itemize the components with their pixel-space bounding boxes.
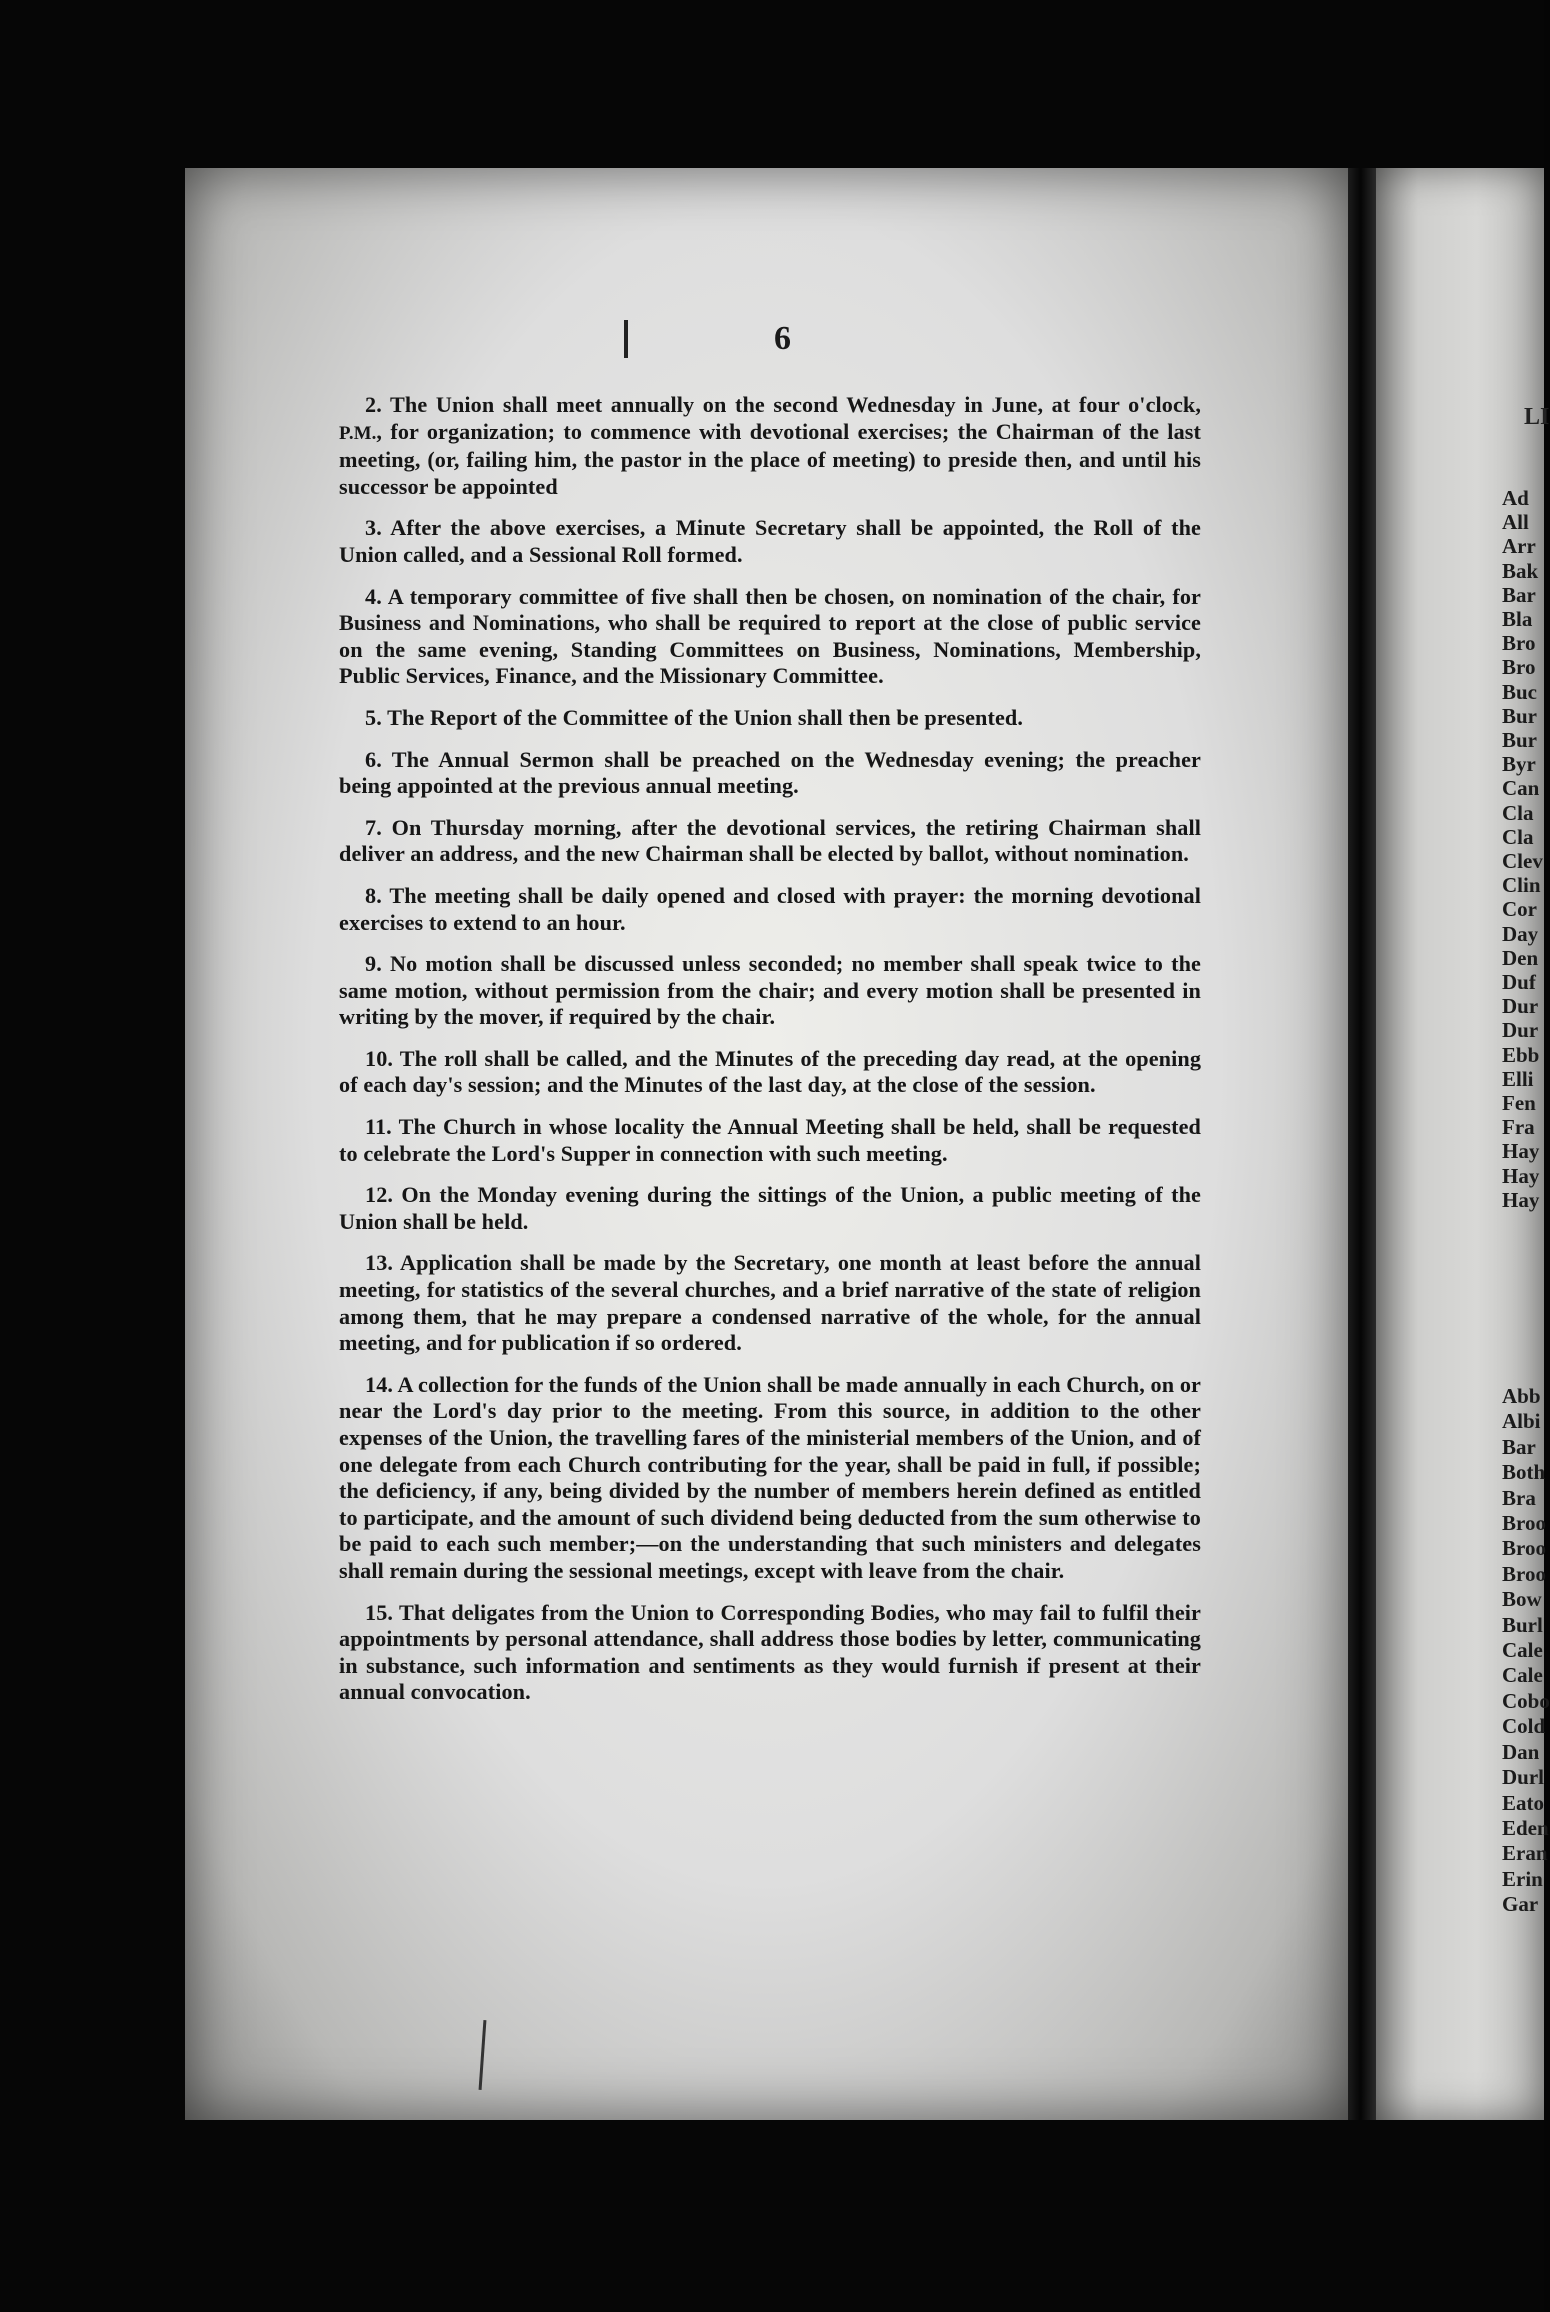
rule-number: 14. [365, 1371, 394, 1397]
right-page-entry: Bro [1502, 631, 1536, 656]
right-page-entry: Cor [1502, 897, 1537, 922]
rule-7 [339, 815, 1201, 868]
right-page-entry: Hay [1502, 1139, 1540, 1164]
rule-11 [339, 1114, 1201, 1167]
right-page-entry: Fen [1502, 1091, 1536, 1116]
rule-text: No motion shall be discussed unless seconded; no member shall speak twice to the same motion, without permission from the chair; and every motion shall be presented in writing by the mover, if required by the chair. [339, 951, 1201, 1030]
rule-number: 12. [365, 1182, 394, 1208]
rule-3 [339, 515, 1201, 568]
rule-text: The Annual Sermon shall be preached on the Wednesday evening; the preacher being appointed at the previous annual meeting. [339, 746, 1201, 799]
rule-number: 15. [365, 1599, 394, 1625]
page-gutter [1348, 168, 1376, 2120]
rule-number: 8. [365, 882, 382, 908]
right-page-entry: Gar [1502, 1892, 1539, 1917]
rule-number: 11. [365, 1114, 392, 1140]
right-page-entry: Elli [1502, 1066, 1534, 1091]
rule-text: The Church in whose locality the Annual Meeting shall be held, shall be requested to celebrate the Lord's Supper in connection with such meeting. [339, 1114, 1201, 1166]
rule-text: Application shall be made by the Secretary, one month at least before the annual meeting, for statistics of the several churches, and a brief narrative of the state of religion among them, that he may prepare a condensed narrative of the whole, for the annual meeting, and for publication if so ordered. [339, 1250, 1201, 1356]
rule-text: , for organization; to commence with devotional exercises; the Chairman of the last meeting, (or, failing him, the pastor in the place of meeting) to preside then, and until his successor be appointed [339, 418, 1201, 499]
rule-6 [339, 747, 1201, 800]
rules-list [339, 392, 1201, 1721]
right-page-entry: Broo [1502, 1536, 1546, 1561]
right-page-entry: Clev [1502, 849, 1543, 874]
right-page-entry: Albi [1502, 1409, 1541, 1434]
rule-13 [339, 1250, 1201, 1356]
rule-2 [339, 392, 1201, 500]
right-page-entry: Ad [1502, 486, 1529, 510]
right-page-entry: Day [1502, 921, 1539, 946]
rule-4 [339, 584, 1201, 690]
right-page [1376, 168, 1550, 2120]
right-page-entry: Both [1502, 1460, 1546, 1485]
right-page-entry: Burl [1502, 1612, 1543, 1637]
right-page-entry: Eran [1502, 1841, 1548, 1866]
right-page-entry: Cale [1502, 1638, 1543, 1663]
right-page-entry: All [1502, 510, 1529, 535]
right-page-entry: Cla [1502, 800, 1534, 825]
right-page-entry: Byr [1502, 752, 1536, 777]
rule-10 [339, 1046, 1201, 1099]
right-page-entry: Cale [1502, 1663, 1543, 1688]
right-page-entry: Den [1502, 945, 1539, 970]
rule-14 [339, 1372, 1201, 1585]
right-page-entry: Bar [1502, 1434, 1536, 1459]
rule-number: 4. [365, 583, 382, 609]
right-page-entry: Bla [1502, 607, 1533, 632]
right-page-list-a [1502, 486, 1543, 1212]
rule-15 [339, 1600, 1201, 1706]
right-page-entry: Fra [1502, 1115, 1535, 1140]
rule-5 [339, 705, 1201, 732]
right-page-list-b [1502, 1384, 1550, 1918]
rule-number: 5. [365, 704, 382, 730]
rule-text: The Union shall meet annually on the second Wednesday in June, at four o'clock, [390, 392, 1202, 417]
right-page-entry: Broo [1502, 1561, 1546, 1586]
rule-text: A temporary committee of five shall then be chosen, on nomination of the chair, for Business and Nominations, who shall be required to report at the close of public service on the same evening, Standing Committees on Business, Nominations, Membership, Public Services, Finance, and the Missionary Committee. [339, 583, 1201, 689]
rule-text: That deligates from the Union to Corresponding Bodies, who may fail to fulfil their appointments by personal attendance, shall address those bodies by letter, communicating in substance, such information and sentiments as they would furnish if present at their annual convocation. [339, 1599, 1201, 1705]
right-page-entry: Buc [1502, 679, 1538, 704]
right-page-entry: Erin [1502, 1866, 1543, 1891]
right-page-entry: Eden [1502, 1815, 1549, 1840]
right-page-entry: Dur [1502, 1018, 1539, 1043]
rule-number: 3. [365, 515, 382, 541]
right-page-entry: Dur [1502, 994, 1539, 1019]
right-page-entry: Arr [1502, 534, 1536, 559]
right-page-entry: Hay [1502, 1187, 1540, 1212]
rule-number: 10. [365, 1045, 394, 1071]
rule-text: The roll shall be called, and the Minutes of the preceding day read, at the opening of each day's session; and the Minutes of the last day, at the close of the session. [339, 1045, 1202, 1098]
right-page-entry: Bow [1502, 1587, 1542, 1612]
rule-12 [339, 1182, 1201, 1235]
rule-text: The Report of the Committee of the Union shall then be presented. [387, 704, 1024, 730]
right-page-entry: Clin [1502, 873, 1541, 898]
right-page-entry: Cla [1502, 824, 1534, 849]
right-page-entry: Duf [1502, 970, 1536, 995]
right-page-entry: Abb [1502, 1384, 1541, 1408]
right-page-entry: Bro [1502, 655, 1536, 680]
rule-text: On the Monday evening during the sittings of the Union, a public meeting of the Union shall be held. [339, 1182, 1201, 1234]
rule-number: 6. [365, 746, 382, 772]
right-page-entry: Durl [1502, 1765, 1544, 1790]
right-page-entry: Dan [1502, 1739, 1540, 1764]
rule-9 [339, 951, 1201, 1031]
right-page-entry: Bur [1502, 703, 1538, 728]
left-page [185, 168, 1348, 2120]
right-page-entry: Eato [1502, 1790, 1544, 1815]
right-page-entry: Bar [1502, 582, 1536, 607]
rule-8 [339, 883, 1201, 936]
rule-text: A collection for the funds of the Union shall be made annually in each Church, on or near the Lord's day prior to the meeting. From this source, in addition to the other expenses of the Union, the travelling fares of the ministerial members of the Union, and of one delegate from each Church contributing for the year, shall be paid in full, if possible; the deficiency, if any, being divided by the number of members herein defined as entitled to participate, and the amount of such dividend being deducted from the sum otherwise to be paid to each such member;—on the understanding that such ministers and delegates shall remain during the sessional meetings, except with leave from the chair. [339, 1371, 1201, 1583]
rule-number: 13. [365, 1250, 394, 1276]
right-page-entry: Cobo [1502, 1688, 1550, 1713]
right-page-entry: Broo [1502, 1511, 1546, 1536]
right-page-entry: Bak [1502, 558, 1539, 583]
right-page-entry: Can [1502, 776, 1540, 801]
rule-abbr: P.M. [339, 422, 377, 444]
rule-text: After the above exercises, a Minute Secretary shall be appointed, the Roll of the Union called, and a Sessional Roll formed. [339, 515, 1201, 567]
page-number: 6 [774, 320, 791, 357]
rule-number: 9. [365, 951, 382, 977]
rule-number: 7. [365, 814, 382, 840]
rule-text: On Thursday morning, after the devotional services, the retiring Chairman shall deliver an address, and the new Chairman shall be elected by ballot, without nomination. [339, 814, 1201, 867]
right-page-entry: Ebb [1502, 1042, 1540, 1067]
rule-text: The meeting shall be daily opened and closed with prayer: the morning devotional exercises to extend to an hour. [339, 882, 1201, 935]
right-page-entry: Bur [1502, 728, 1538, 753]
pencil-mark [479, 2020, 487, 2090]
right-page-entry: Hay [1502, 1163, 1540, 1188]
rule-number: 2. [365, 392, 382, 417]
right-page-heading: LI [1524, 404, 1550, 430]
right-page-entry: Bra [1502, 1485, 1536, 1510]
right-page-entry: Cold [1502, 1714, 1546, 1739]
